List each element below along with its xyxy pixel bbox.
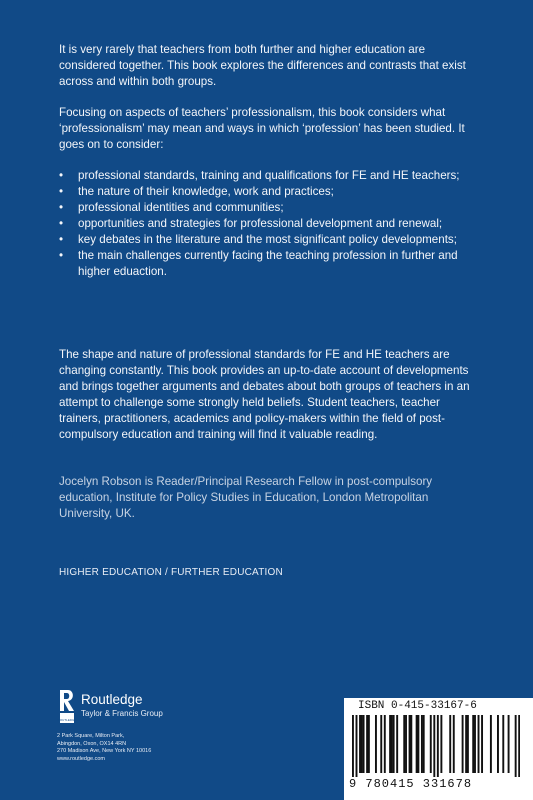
- bullet-icon: •: [59, 249, 64, 262]
- barcode-bar: [437, 715, 439, 777]
- barcode-bar: [416, 715, 418, 773]
- barcode-bar: [403, 715, 405, 773]
- barcode-bar: [396, 715, 398, 773]
- bullet-icon: •: [59, 201, 64, 214]
- barcode-bar: [440, 715, 442, 773]
- barcode-bar: [467, 715, 469, 773]
- barcode-bar: [409, 715, 411, 773]
- barcode-bar: [474, 715, 476, 773]
- svg-text:ROUTLEDGE: ROUTLEDGE: [57, 718, 77, 722]
- ean-digits: 9 780415 331678: [349, 777, 473, 791]
- barcode-bar: [352, 715, 354, 777]
- barcode-bar: [391, 715, 393, 773]
- bullet-icon: •: [59, 217, 64, 230]
- list-item: • professional identities and communities;: [59, 201, 284, 214]
- focus-paragraph: Focusing on aspects of teachers’ professionalism, this book considers what ‘professionalism’ may mean and ways in which ‘profession’ has been studied. It goes on to consider:: [59, 106, 465, 151]
- barcode-bar: [421, 715, 423, 773]
- author-bio: [59, 474, 479, 522]
- list-item: • opportunities and strategies for professional development and renewal;: [59, 217, 443, 230]
- barcode-bar: [449, 715, 451, 773]
- list-item: • the main challenges currently facing the teaching profession in further and higher eduaction.: [59, 249, 458, 278]
- barcode-bar: [356, 715, 358, 777]
- barcode-bar: [453, 715, 455, 773]
- barcode-bar: [423, 715, 425, 773]
- barcode-bar: [481, 715, 483, 773]
- barcode-bar: [366, 715, 368, 773]
- publisher-group: Taylor & Francis Group: [81, 709, 163, 718]
- barcode-bar: [465, 715, 467, 773]
- barcode-bar: [417, 715, 419, 773]
- publisher-name: Routledge: [81, 692, 143, 707]
- list-item: • key debates in the literature and the most significant policy developments;: [59, 233, 457, 246]
- barcode-bar: [515, 715, 517, 777]
- list-item: • professional standards, training and qualifications for FE and HE teachers;: [59, 169, 460, 182]
- isbn-label: ISBN 0-415-33167-6: [358, 700, 477, 712]
- barcode-bar: [361, 715, 363, 773]
- barcode-bar: [472, 715, 474, 773]
- barcode-bar: [405, 715, 407, 773]
- barcode-bar: [433, 715, 435, 777]
- publisher-address: 2 Park Square, Milton Park, Abingdon, Oxon, OX14 4RN 270 Madison Ave, New York NY 10016 www.routledge.com: [57, 733, 152, 762]
- barcode-bar: [508, 715, 510, 773]
- barcode-bar: [389, 715, 391, 773]
- author-name: Jocelyn Robson: [59, 475, 142, 488]
- barcode-bar: [393, 715, 395, 773]
- barcode-bar: [380, 715, 382, 773]
- barcode-bar: [375, 715, 377, 773]
- barcode-bar: [490, 715, 492, 773]
- summary-paragraph: The shape and nature of professional standards for FE and HE teachers are changing constantly. This book provides an up-to-date account of developments and brings together arguments and debates about both groups of teachers in an attempt to challenge some strongly held beliefs. Student teachers, teacher trainers, practitioners, academics and policy-makers within the field of post-compulsory education and training will find it valuable reading.: [59, 348, 470, 441]
- barcode-bar: [359, 715, 361, 773]
- barcode-bar: [497, 715, 499, 773]
- topic-list: [59, 168, 489, 280]
- barcode-bar: [410, 715, 412, 773]
- barcode-bar: [518, 715, 520, 777]
- barcode-bar: [384, 715, 386, 773]
- bullet-icon: •: [59, 169, 64, 182]
- list-item: • the nature of their knowledge, work and practices;: [59, 185, 334, 198]
- barcode-bar: [368, 715, 370, 773]
- barcode-bar: [430, 715, 432, 773]
- subject-category: HIGHER EDUCATION / FURTHER EDUCATION: [59, 567, 283, 578]
- barcode-bar: [462, 715, 464, 773]
- bullet-icon: •: [59, 185, 64, 198]
- barcode-bar: [502, 715, 504, 773]
- routledge-logo-icon: [57, 688, 78, 724]
- barcode-bar: [363, 715, 365, 773]
- author-bio-text: is Reader/Principal Research Fellow in post-compulsory education, Institute for Policy Studies in Education, London Metropolitan University, UK.: [59, 475, 433, 520]
- bullet-icon: •: [59, 233, 64, 246]
- barcode-bar: [478, 715, 480, 773]
- barcode-icon: [352, 715, 520, 777]
- intro-paragraph: It is very rarely that teachers from both further and higher education are considered together. This book explores the differences and contrasts that exist across and within both groups.: [59, 43, 466, 88]
